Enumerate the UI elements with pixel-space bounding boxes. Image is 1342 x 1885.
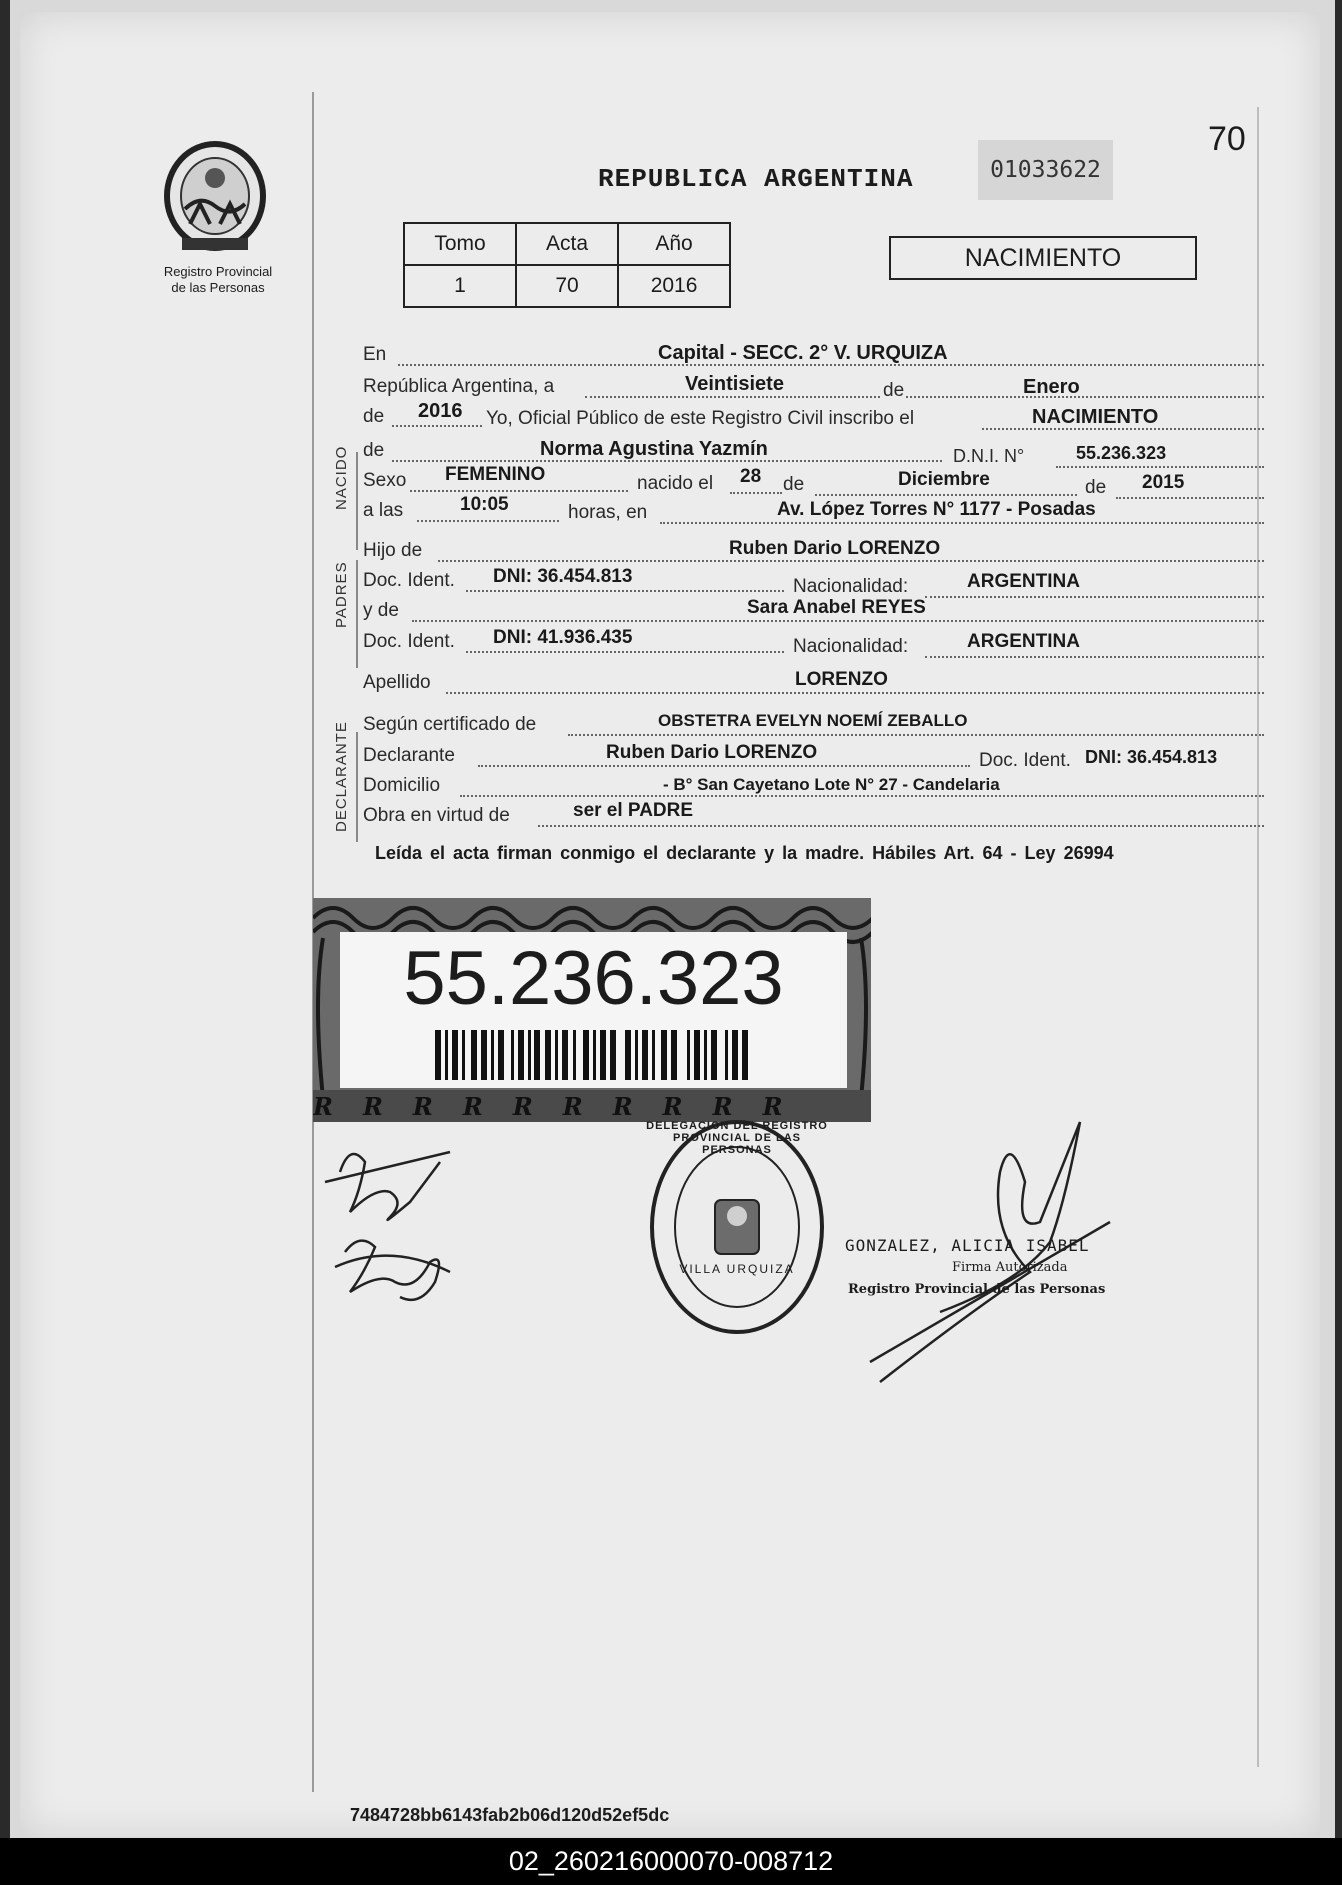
anio-value: 2016 xyxy=(418,400,463,422)
docident1-value: DNI: 36.454.813 xyxy=(493,566,633,587)
ref-table xyxy=(403,222,731,308)
declarante-bracket xyxy=(356,732,358,842)
barcode-label xyxy=(340,932,847,1088)
ref-header-anio: Año xyxy=(618,223,730,265)
oficial-text: Yo, Oficial Público de este Registro Civil inscribo el xyxy=(486,408,915,429)
sexo-value: FEMENINO xyxy=(445,464,546,485)
madre-value: Sara Anabel REYES xyxy=(747,597,926,618)
pattern-letter: R xyxy=(762,1092,813,1120)
ref-table-header xyxy=(404,223,730,265)
segun-label: Según certificado de xyxy=(363,714,537,735)
en-label: En xyxy=(363,344,387,365)
official-name: GONZALEZ, ALICIA ISABEL xyxy=(845,1236,1090,1255)
certificate-page xyxy=(20,12,1320,1837)
seal-inner-text: VILLA URQUIZA xyxy=(679,1262,795,1276)
pattern-letter: R xyxy=(313,1092,363,1120)
serial-number: 01033622 xyxy=(978,140,1113,200)
nac2-value: ARGENTINA xyxy=(967,631,1080,652)
document-hash: 7484728bb6143fab2b06d120d52ef5dc xyxy=(350,1805,670,1825)
logo-caption-line2: de las Personas xyxy=(171,280,265,295)
barcode-number: 55.236.323 xyxy=(403,936,784,1021)
leida-text: Leída el acta firman conmigo el declarante y la madre. Hábiles Art. 64 - Ley 26994 xyxy=(375,843,1114,863)
nac-mes-value: Diciembre xyxy=(898,469,990,490)
padre-value: Ruben Dario LORENZO xyxy=(729,538,941,559)
domicilio-label: Domicilio xyxy=(363,775,441,796)
declarante-label: Declarante xyxy=(363,745,455,766)
nac2-label: Nacionalidad: xyxy=(793,636,909,657)
de4-label: de xyxy=(783,474,805,495)
section-label-declarante: DECLARANTE xyxy=(333,721,350,832)
barcode-sticker xyxy=(313,898,871,1122)
anio-nac-dots xyxy=(1116,489,1264,499)
docident2-label: Doc. Ident. xyxy=(363,631,455,652)
pattern-letter: R xyxy=(512,1092,563,1120)
domicilio-value: - B° San Cayetano Lote N° 27 - Candelaria xyxy=(663,775,1000,794)
apellido-value: LORENZO xyxy=(795,669,888,690)
de2-label: de xyxy=(363,406,385,427)
seal-ring-text: DELEGACION DEL REGISTRO PROVINCIAL DE LAS PERSONAS xyxy=(646,1120,828,1156)
ref-value-anio: 2016 xyxy=(618,265,730,307)
docident3-value: DNI: 36.454.813 xyxy=(1085,747,1218,767)
hora-value: 10:05 xyxy=(460,494,509,515)
en-value: Capital - SECC. 2° V. URQUIZA xyxy=(658,342,948,364)
lugar-value: Av. López Torres N° 1177 - Posadas xyxy=(777,499,1096,520)
dni-label: D.N.I. N° xyxy=(953,446,1025,466)
official-seal xyxy=(637,1112,837,1342)
horas-label: horas, en xyxy=(568,502,648,523)
obra-label: Obra en virtud de xyxy=(363,805,510,826)
section-label-nacido: NACIDO xyxy=(333,445,350,510)
obra-value: ser el PADRE xyxy=(573,800,694,821)
hijo-label: Hijo de xyxy=(363,540,423,561)
doc-type-box: NACIMIENTO xyxy=(889,236,1197,280)
yde-label: y de xyxy=(363,600,399,621)
official-office: Registro Provincial de las Personas xyxy=(848,1282,1106,1297)
ref-header-tomo: Tomo xyxy=(404,223,516,265)
dni-value: 55.236.323 xyxy=(1076,443,1167,463)
page-number: 70 xyxy=(1208,120,1246,158)
padres-bracket xyxy=(356,560,358,668)
de3-label: de xyxy=(363,440,385,461)
pattern-letter: R xyxy=(712,1092,763,1120)
ref-header-acta: Acta xyxy=(516,223,618,265)
republica-label: República Argentina, a xyxy=(363,376,555,397)
declarante-value: Ruben Dario LORENZO xyxy=(606,742,818,763)
nac1-value: ARGENTINA xyxy=(967,571,1080,592)
pattern-letter: R xyxy=(662,1092,713,1120)
docident2-value: DNI: 41.936.435 xyxy=(493,627,633,648)
acto-value: NACIMIENTO xyxy=(1032,406,1159,428)
logo-caption xyxy=(148,264,288,296)
pattern-letter: R xyxy=(562,1092,613,1120)
nacido-bracket xyxy=(356,452,358,550)
nombre-value: Norma Agustina Yazmín xyxy=(540,438,768,460)
ref-value-acta: 70 xyxy=(516,265,618,307)
dia-value: Veintisiete xyxy=(685,373,784,395)
pattern-letter: R xyxy=(412,1092,463,1120)
ref-value-tomo: 1 xyxy=(404,265,516,307)
sexo-label: Sexo xyxy=(363,470,407,491)
nac-anio-value: 2015 xyxy=(1142,472,1185,493)
nacido-label: nacido el xyxy=(637,473,714,494)
docident3-label: Doc. Ident. xyxy=(979,750,1071,771)
logo-caption-line1: Registro Provincial xyxy=(163,264,273,279)
section-label-padres: PADRES xyxy=(333,561,350,628)
mes-value: Enero xyxy=(1023,376,1080,398)
file-id-bar: 02_260216000070-008712 xyxy=(0,1838,1342,1885)
header-title: REPUBLICA ARGENTINA xyxy=(598,164,914,194)
pattern-letter: R xyxy=(612,1092,663,1120)
de-label: de xyxy=(883,380,905,401)
apellido-label: Apellido xyxy=(363,672,431,693)
pattern-letter: R xyxy=(362,1092,413,1120)
nac-dia-value: 28 xyxy=(740,466,762,487)
segun-value: OBSTETRA EVELYN NOEMÍ ZEBALLO xyxy=(658,711,968,730)
nac1-label: Nacionalidad: xyxy=(793,576,909,597)
pattern-letter: R xyxy=(462,1092,513,1120)
alas-label: a las xyxy=(363,500,404,521)
docident1-label: Doc. Ident. xyxy=(363,570,455,591)
official-role: Firma Autorizada xyxy=(952,1260,1068,1275)
de5-label: de xyxy=(1085,477,1107,498)
signature-left xyxy=(320,1132,480,1322)
ref-table-values xyxy=(404,265,730,307)
province-logo xyxy=(160,134,270,264)
barcode-bars xyxy=(435,1030,755,1080)
